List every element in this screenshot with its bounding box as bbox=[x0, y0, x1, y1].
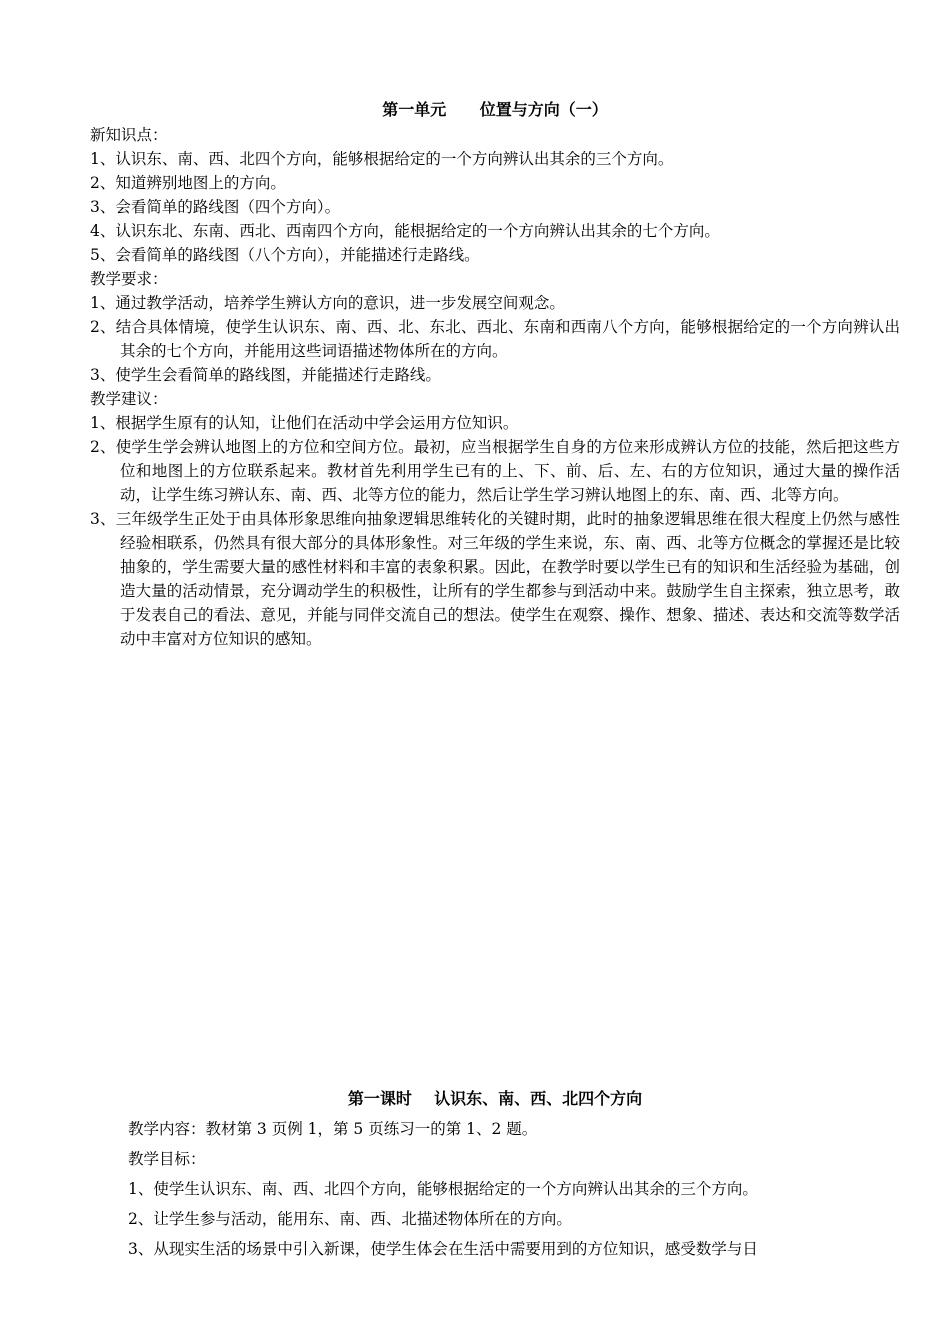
lesson-goal-item: 3、从现实生活的场景中引入新课，使学生体会在生活中需要用到的方位知识，感受数学与日 bbox=[128, 1240, 758, 1258]
lesson-section bbox=[90, 1084, 900, 1264]
lesson-goal-item: 2、让学生参与活动，能用东、南、西、北描述物体所在的方向。 bbox=[128, 1210, 572, 1228]
requirement-item: 3、使学生会看简单的路线图，并能描述行走路线。 bbox=[90, 366, 441, 384]
lesson-content: 教学内容：教材第 3 页例 1，第 5 页练习一的第 1、2 题。 bbox=[128, 1120, 538, 1138]
suggestion-item: 2、使学生学会辨认地图上的方位和空间方位。最初，应当根据学生自身的方位来形成辨认方位的技能，然后把这些方位和地图上的方位联系起来。教材首先利用学生已有的上、下、前、后、左、右的方位知识，通过大量的操作活动，让学生练习辨认东、南、西、北等方位的能力，然后让学生学习辨认地图上的东、南、西、北等方向。 bbox=[90, 438, 900, 504]
lesson-goal-item: 1、使学生认识东、南、西、北四个方向，能够根据给定的一个方向辨认出其余的三个方向。 bbox=[128, 1180, 758, 1198]
knowledge-item: 4、认识东北、东南、西北、西南四个方向，能根据给定的一个方向辨认出其余的七个方向。 bbox=[90, 222, 720, 240]
unit-section bbox=[90, 97, 900, 651]
requirement-item: 1、通过教学活动，培养学生辨认方向的意识，进一步发展空间观念。 bbox=[90, 294, 565, 312]
lesson-title: 第一课时 认识东、南、西、北四个方向 bbox=[347, 1089, 643, 1108]
knowledge-heading: 新知识点： bbox=[90, 126, 168, 144]
requirement-item: 2、结合具体情境，使学生认识东、南、西、北、东北、西北、东南和西南八个方向，能够根据给定的一个方向辨认出其余的七个方向，并能用这些词语描述物体所在的方向。 bbox=[90, 318, 900, 360]
requirements-section bbox=[90, 267, 900, 387]
requirements-heading: 教学要求： bbox=[90, 270, 168, 288]
knowledge-item: 5、会看简单的路线图（八个方向），并能描述行走路线。 bbox=[90, 246, 480, 264]
suggestion-item: 3、三年级学生正处于由具体形象思维向抽象逻辑思维转化的关键时期，此时的抽象逻辑思维在很大程度上仍然与感性经验相联系，仍然具有很大部分的具体形象性。对三年级的学生来说，东、南、西、北等方位概念的掌握还是比较抽象的，学生需要大量的感性材料和丰富的表象积累。因此，在教学时要以学生已有的知识和生活经验为基础，创造大量的活动情景，充分调动学生的积极性，让所有的学生都参与到活动中来。鼓励学生自主探索，独立思考，敢于发表自己的看法、意见，并能与同伴交流自己的想法。使学生在观察、操作、想象、描述、表达和交流等数学活动中丰富对方位知识的感知。 bbox=[90, 510, 900, 648]
suggestions-section bbox=[90, 387, 900, 651]
lesson-goals-heading: 教学目标： bbox=[128, 1150, 206, 1168]
knowledge-item: 3、会看简单的路线图（四个方向）。 bbox=[90, 198, 341, 216]
suggestions-heading: 教学建议： bbox=[90, 390, 168, 408]
knowledge-item: 1、认识东、南、西、北四个方向，能够根据给定的一个方向辨认出其余的三个方向。 bbox=[90, 150, 674, 168]
knowledge-item: 2、知道辨别地图上的方向。 bbox=[90, 174, 286, 192]
suggestion-item: 1、根据学生原有的认知，让他们在活动中学会运用方位知识。 bbox=[90, 414, 519, 432]
knowledge-section bbox=[90, 123, 900, 267]
unit-title: 第一单元 位置与方向（一） bbox=[382, 100, 608, 119]
